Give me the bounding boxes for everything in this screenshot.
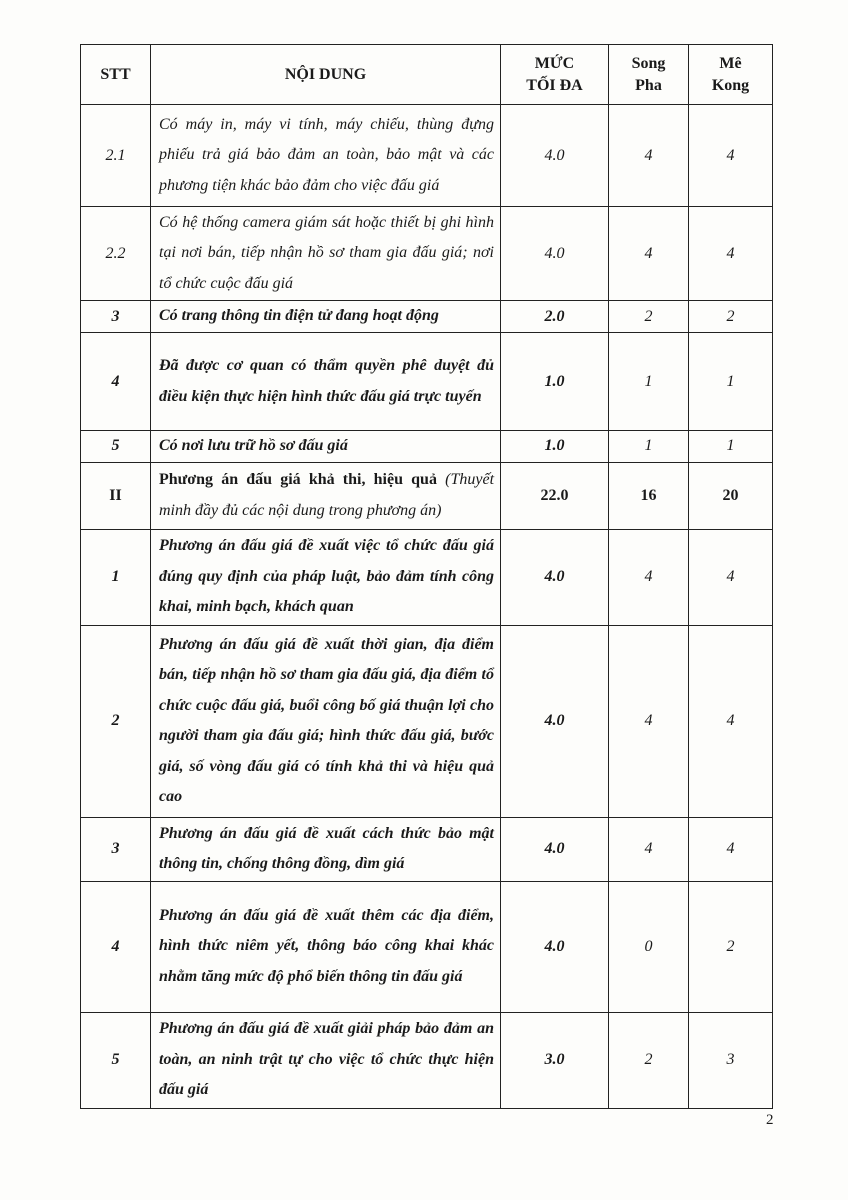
row-max: 4.0 <box>501 817 609 881</box>
row-song-pha: 16 <box>609 462 689 529</box>
row-me-kong: 1 <box>689 333 773 431</box>
row-content: Phương án đấu giá đề xuất cách thức bảo mật thông tin, chống thông đồng, dìm giá <box>151 817 501 881</box>
row-song-pha: 4 <box>609 817 689 881</box>
row-stt: 3 <box>81 817 151 881</box>
header-me-kong: Mê Kong <box>689 45 773 105</box>
row-content: Đã được cơ quan có thẩm quyền phê duyệt đủ điều kiện thực hiện hình thức đấu giá trực tuyến <box>151 333 501 431</box>
row-content: Có hệ thống camera giám sát hoặc thiết bị ghi hình tại nơi bán, tiếp nhận hồ sơ tham gia đấu giá; nơi tổ chức cuộc đấu giá <box>151 207 501 301</box>
row-song-pha: 4 <box>609 105 689 207</box>
row-me-kong: 2 <box>689 881 773 1012</box>
header-song-pha: Song Pha <box>609 45 689 105</box>
table-row <box>81 105 773 207</box>
row-me-kong: 2 <box>689 301 773 333</box>
table-row <box>81 881 773 1012</box>
row-stt: 5 <box>81 1012 151 1108</box>
row-max: 3.0 <box>501 1012 609 1108</box>
row-max: 2.0 <box>501 301 609 333</box>
section-note: (Thuyết minh đầy đủ các nội dung trong phương án) <box>159 471 495 519</box>
row-content <box>151 462 501 529</box>
row-me-kong: 4 <box>689 625 773 817</box>
row-stt: II <box>81 462 151 529</box>
row-stt: 5 <box>81 431 151 463</box>
row-song-pha: 4 <box>609 207 689 301</box>
row-max: 1.0 <box>501 431 609 463</box>
row-stt: 2 <box>81 625 151 817</box>
row-song-pha: 2 <box>609 301 689 333</box>
row-content: Phương án đấu giá đề xuất thời gian, địa điểm bán, tiếp nhận hồ sơ tham gia đấu giá, địa điểm tổ chức cuộc đấu giá, buổi công bố giá thuận lợi cho người tham gia đấu giá; hình thức đấu giá, bước giá, số vòng đấu giá có tính khả thi và hiệu quả cao <box>151 625 501 817</box>
row-max: 4.0 <box>501 529 609 625</box>
row-song-pha: 4 <box>609 529 689 625</box>
row-me-kong: 20 <box>689 462 773 529</box>
table-row <box>81 625 773 817</box>
table-row <box>81 207 773 301</box>
row-me-kong: 4 <box>689 207 773 301</box>
row-stt: 4 <box>81 333 151 431</box>
row-song-pha: 4 <box>609 625 689 817</box>
row-song-pha: 1 <box>609 333 689 431</box>
row-max: 4.0 <box>501 881 609 1012</box>
row-me-kong: 4 <box>689 105 773 207</box>
header-max: MỨC TỐI ĐA <box>501 45 609 105</box>
section-title: Phương án đấu giá khả thi, hiệu quả <box>159 471 437 488</box>
table-row <box>81 1012 773 1108</box>
row-content: Phương án đấu giá đề xuất giải pháp bảo đảm an toàn, an ninh trật tự cho việc tổ chức thực hiện đấu giá <box>151 1012 501 1108</box>
table-row <box>81 817 773 881</box>
table-header-row <box>81 45 773 105</box>
table-row <box>81 529 773 625</box>
row-song-pha: 1 <box>609 431 689 463</box>
row-me-kong: 4 <box>689 529 773 625</box>
row-me-kong: 4 <box>689 817 773 881</box>
row-me-kong: 3 <box>689 1012 773 1108</box>
row-max: 4.0 <box>501 207 609 301</box>
row-content: Phương án đấu giá đề xuất thêm các địa điểm, hình thức niêm yết, thông báo công khai khác nhằm tăng mức độ phổ biến thông tin đấu giá <box>151 881 501 1012</box>
row-max: 22.0 <box>501 462 609 529</box>
scoring-table <box>80 44 773 1109</box>
row-stt: 3 <box>81 301 151 333</box>
row-content: Phương án đấu giá đề xuất việc tổ chức đấu giá đúng quy định của pháp luật, bảo đảm tính công khai, minh bạch, khách quan <box>151 529 501 625</box>
row-content: Có nơi lưu trữ hồ sơ đấu giá <box>151 431 501 463</box>
header-content: NỘI DUNG <box>151 45 501 105</box>
table-row-section <box>81 462 773 529</box>
row-max: 4.0 <box>501 105 609 207</box>
header-stt: STT <box>81 45 151 105</box>
row-content: Có trang thông tin điện tử đang hoạt động <box>151 301 501 333</box>
row-stt: 2.1 <box>81 105 151 207</box>
row-stt: 4 <box>81 881 151 1012</box>
row-max: 4.0 <box>501 625 609 817</box>
row-stt: 2.2 <box>81 207 151 301</box>
row-song-pha: 0 <box>609 881 689 1012</box>
table-row <box>81 301 773 333</box>
table-row <box>81 431 773 463</box>
page-number: 2 <box>766 1112 774 1128</box>
row-content: Có máy in, máy vi tính, máy chiếu, thùng đựng phiếu trả giá bảo đảm an toàn, bảo mật và các phương tiện khác bảo đảm cho việc đấu giá <box>151 105 501 207</box>
row-stt: 1 <box>81 529 151 625</box>
table-row <box>81 333 773 431</box>
row-song-pha: 2 <box>609 1012 689 1108</box>
row-max: 1.0 <box>501 333 609 431</box>
row-me-kong: 1 <box>689 431 773 463</box>
